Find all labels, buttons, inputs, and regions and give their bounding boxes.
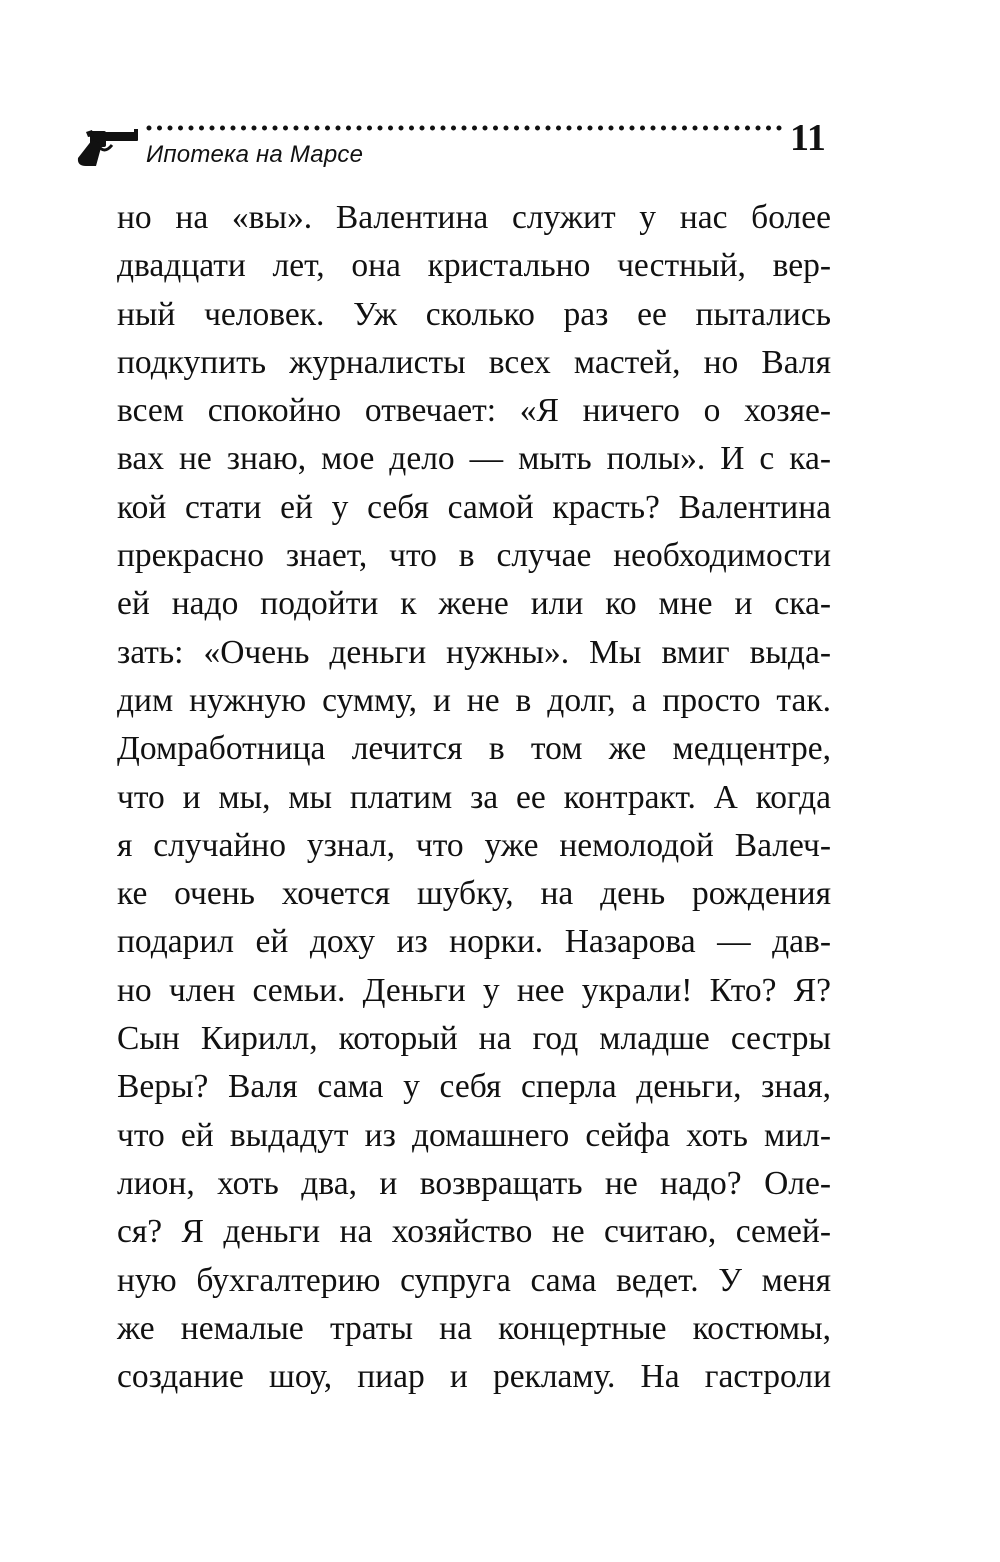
dotted-rule: [146, 123, 786, 133]
text-line: но член семьи. Деньги у нее украли! Кто? Я?: [117, 971, 831, 1009]
text-line: прекрасно знает, что в случае необходимости: [117, 537, 831, 575]
text-line: же немалые траты на концертные костюмы,: [117, 1309, 831, 1347]
text-line: зать: «Очень деньги нужны». Мы вмиг выда-: [117, 633, 831, 671]
text-line: что ей выдадут из домашнего сейфа хоть мил-: [117, 1116, 831, 1154]
text-line: ке очень хочется шубку, на день рождения: [117, 875, 831, 913]
text-line: но на «вы». Валентина служит у нас более: [117, 199, 831, 236]
text-line: подкупить журналисты всех мастей, но Валя: [117, 343, 831, 381]
text-line: подарил ей доху из норки. Назарова — дав-: [117, 923, 831, 961]
text-line: дим нужную сумму, и не в долг, а просто так.: [117, 681, 831, 719]
text-line: ную бухгалтерию супруга сама ведет. У меня: [117, 1261, 831, 1299]
text-line: я случайно узнал, что уже немолодой Валеч-: [117, 826, 831, 864]
text-line: Сын Кирилл, который на год младше сестры: [117, 1020, 831, 1058]
body-text: [117, 194, 831, 1401]
revolver-icon: [76, 128, 140, 168]
running-header: [0, 0, 1000, 200]
text-line: двадцати лет, она кристально честный, вер-: [117, 247, 831, 285]
text-line: лион, хоть два, и возвращать не надо? Оле-: [117, 1164, 831, 1202]
text-line: Веры? Валя сама у себя сперла деньги, зная,: [117, 1068, 831, 1106]
text-line: создание шоу, пиар и рекламу. На гастроли: [117, 1358, 831, 1396]
text-line: ся? Я деньги на хозяйство не считаю, семей-: [117, 1213, 831, 1251]
book-title: Ипотека на Марсе: [146, 141, 364, 168]
text-line: ный человек. Уж сколько раз ее пытались: [117, 295, 831, 333]
text-line: вах не знаю, мое дело — мыть полы». И с ка-: [117, 440, 831, 478]
text-line: Домработница лечится в том же медцентре,: [117, 730, 831, 768]
text-line: всем спокойно отвечает: «Я ничего о хозяе-: [117, 392, 831, 430]
text-line: что и мы, мы платим за ее контракт. А когда: [117, 778, 831, 816]
text-line: кой стати ей у себя самой красть? Валентина: [117, 488, 831, 526]
text-line: ей надо подойти к жене или ко мне и ска-: [117, 585, 831, 623]
page-number: 11: [790, 117, 826, 159]
